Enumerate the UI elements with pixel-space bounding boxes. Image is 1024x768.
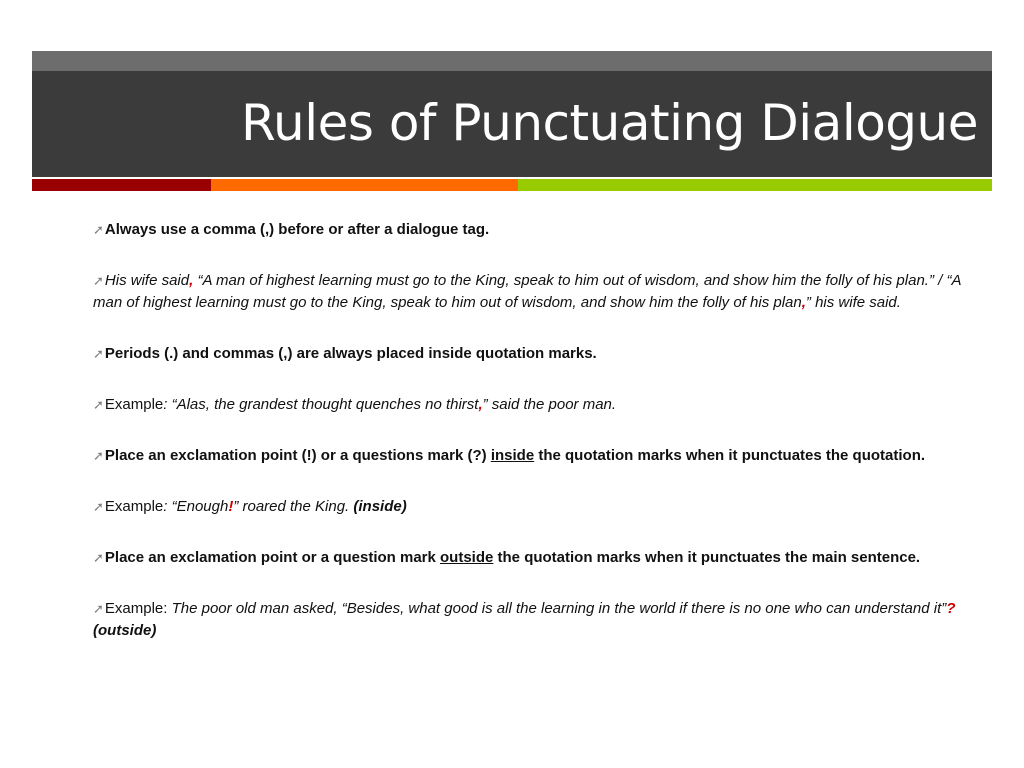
rule-text: Always use a comma (,) before or after a dialogue tag. <box>104 221 490 238</box>
accent-stripe-red <box>32 179 211 191</box>
diagonal-arrow-icon: ➚ <box>93 601 104 616</box>
rule-text: Periods (.) and commas (,) are always placed inside quotation marks. <box>104 345 597 362</box>
bullet-outside-rule <box>93 547 978 569</box>
accent-stripe-orange <box>211 179 518 191</box>
bullet-comma-example <box>93 270 978 314</box>
example-text: ” his wife said. <box>805 294 901 311</box>
diagonal-arrow-icon: ➚ <box>93 550 104 565</box>
rule-text: Place an exclamation point or a question mark <box>104 549 441 566</box>
example-label: Example <box>104 396 164 413</box>
slide-content <box>93 219 978 671</box>
underlined-word: inside <box>490 447 535 464</box>
bullet-outside-example <box>93 598 978 642</box>
diagonal-arrow-icon: ➚ <box>93 397 104 412</box>
example-text: : “Alas, the grandest thought quenches no thirst <box>163 396 479 413</box>
rule-text: the quotation marks when it punctuates the main sentence. <box>493 549 921 566</box>
example-text: “A man of highest learning must go to the King, speak to him out of wisdom, and show him the folly of his plan.” / “A man of highest learning must go to the King, speak to him out of wisdom, and show him the folly of his plan <box>93 272 961 311</box>
example-note: (inside) <box>353 498 407 515</box>
accent-stripe-green <box>518 179 992 191</box>
example-label: Example <box>104 498 164 515</box>
example-label: Example: <box>104 600 172 617</box>
highlighted-comma: , <box>478 396 483 413</box>
example-text: His wife said <box>104 272 190 289</box>
highlighted-question-mark: ? <box>946 600 956 617</box>
example-text: ” said the poor man. <box>482 396 617 413</box>
bullet-periods-rule <box>93 343 978 365</box>
highlighted-comma: , <box>801 294 806 311</box>
bullet-periods-example <box>93 394 978 416</box>
diagonal-arrow-icon: ➚ <box>93 346 104 361</box>
rule-text: the quotation marks when it punctuates the quotation. <box>534 447 926 464</box>
highlighted-comma: , <box>189 272 194 289</box>
example-text: ” roared the King. <box>233 498 354 515</box>
highlighted-exclamation: ! <box>228 498 234 515</box>
diagonal-arrow-icon: ➚ <box>93 222 104 237</box>
slide-title: Rules of Punctuating Dialogue <box>241 94 978 152</box>
diagonal-arrow-icon: ➚ <box>93 273 104 288</box>
example-note: (outside) <box>93 622 157 639</box>
example-text: : “Enough <box>163 498 229 515</box>
title-band <box>32 71 992 177</box>
diagonal-arrow-icon: ➚ <box>93 499 104 514</box>
example-text: The poor old man asked, “Besides, what good is all the learning in the world if there is no one who can understand it” <box>171 600 947 617</box>
diagonal-arrow-icon: ➚ <box>93 448 104 463</box>
bullet-inside-example <box>93 496 978 518</box>
bullet-inside-rule <box>93 445 978 467</box>
rule-text: Place an exclamation point (!) or a questions mark (?) <box>104 447 491 464</box>
underlined-word: outside <box>440 549 494 566</box>
bullet-comma-rule <box>93 219 978 241</box>
title-band-top <box>32 51 992 71</box>
